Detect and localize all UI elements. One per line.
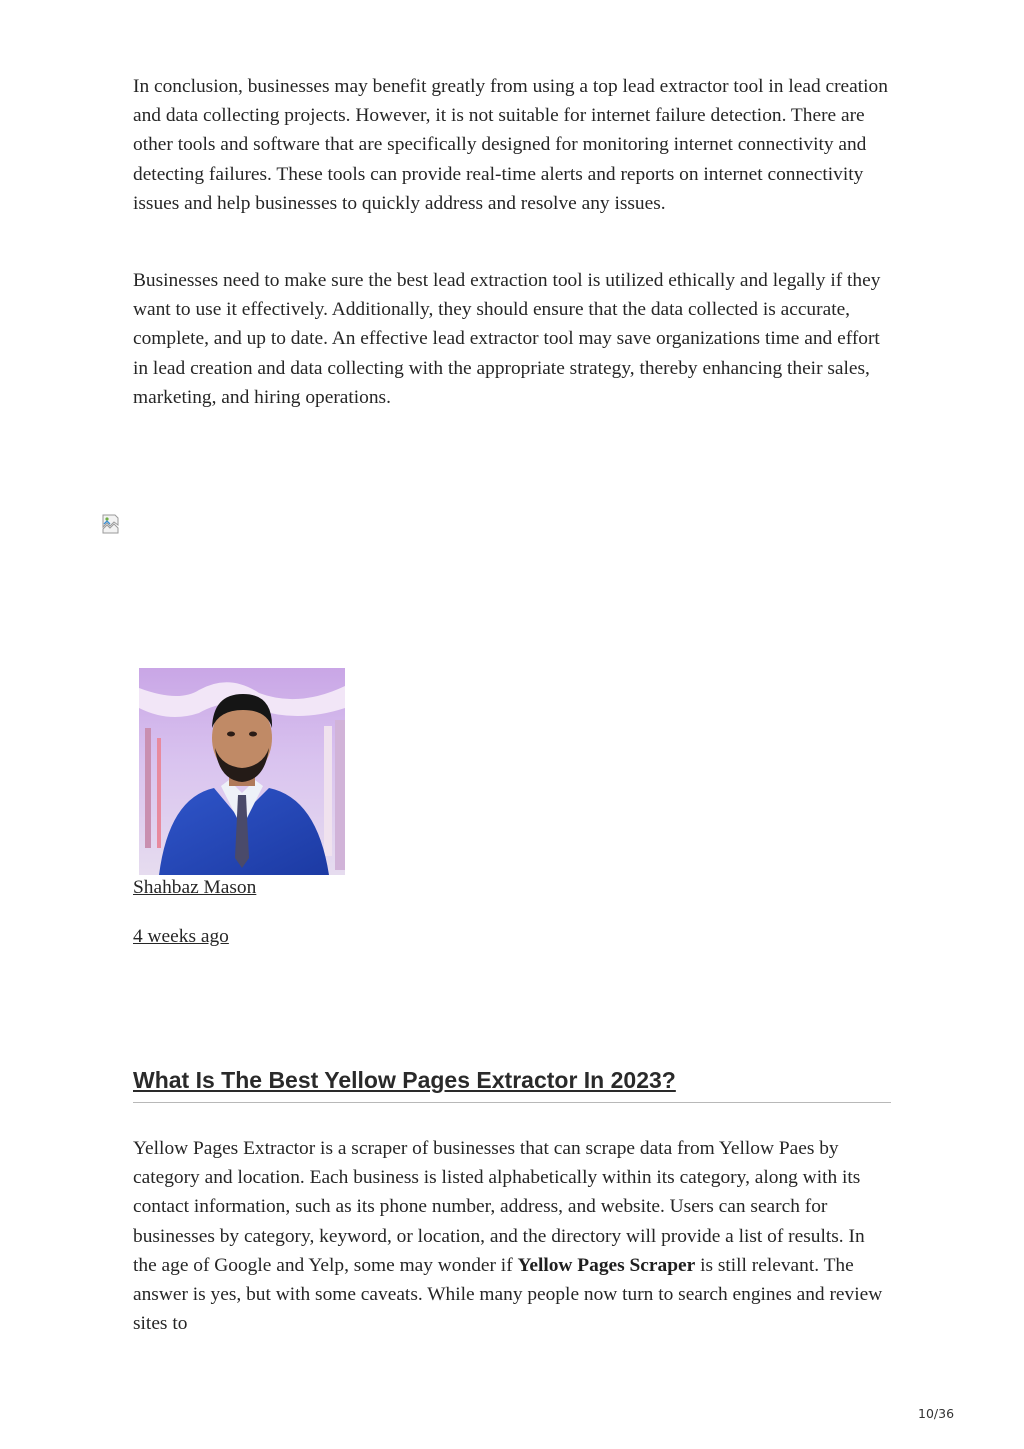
ethics-paragraph: Businesses need to make sure the best lead extraction tool is utilized ethically and legally if they want to use it effectively. Additionally, they should ensure that the data collected is accurate, complete, and up to date. An effective lead extractor tool may save organizations time and effort in lead creation and data collecting with the appropriate strategy, thereby enhancing their sales, marketing, and hiring operations.: [133, 270, 881, 408]
post-date-link[interactable]: 4 weeks ago: [133, 926, 229, 947]
broken-image-icon: [102, 514, 122, 534]
page-number: 10/36: [918, 1406, 955, 1421]
conclusion-paragraph: In conclusion, businesses may benefit greatly from using a top lead extractor tool in lead creation and data collecting projects. However, it is not suitable for internet failure detection. There are other tools and software that are specifically designed for monitoring internet connectivity and detecting failures. These tools can provide real-time alerts and reports on internet connectivity issues and help businesses to quickly address and resolve any issues.: [133, 76, 888, 214]
author-avatar[interactable]: [139, 668, 345, 875]
title-divider: [133, 1102, 891, 1103]
article-intro-paragraph: [133, 1134, 893, 1338]
article-title-link[interactable]: What Is The Best Yellow Pages Extractor In 2023?: [133, 1067, 676, 1093]
intro-bold-phrase: Yellow Pages Scraper: [517, 1254, 696, 1276]
intro-text-start: Yellow Pages Extractor is a scraper of businesses that can scrape data from Yellow Paes by category and location. Each business is listed alphabetically within its category, along with its contact information, such as its phone number, address, and website. Users can search for businesses by category, keyword, or location, and the directory will provide a list of results. In the age of Google and Yelp, some may wonder if: [133, 1138, 865, 1276]
intro-text-end: is still relevant. The answer is yes, but with some caveats. While many people now turn to search engines and review sites to: [133, 1254, 883, 1335]
author-name-link[interactable]: Shahbaz Mason: [133, 877, 257, 898]
